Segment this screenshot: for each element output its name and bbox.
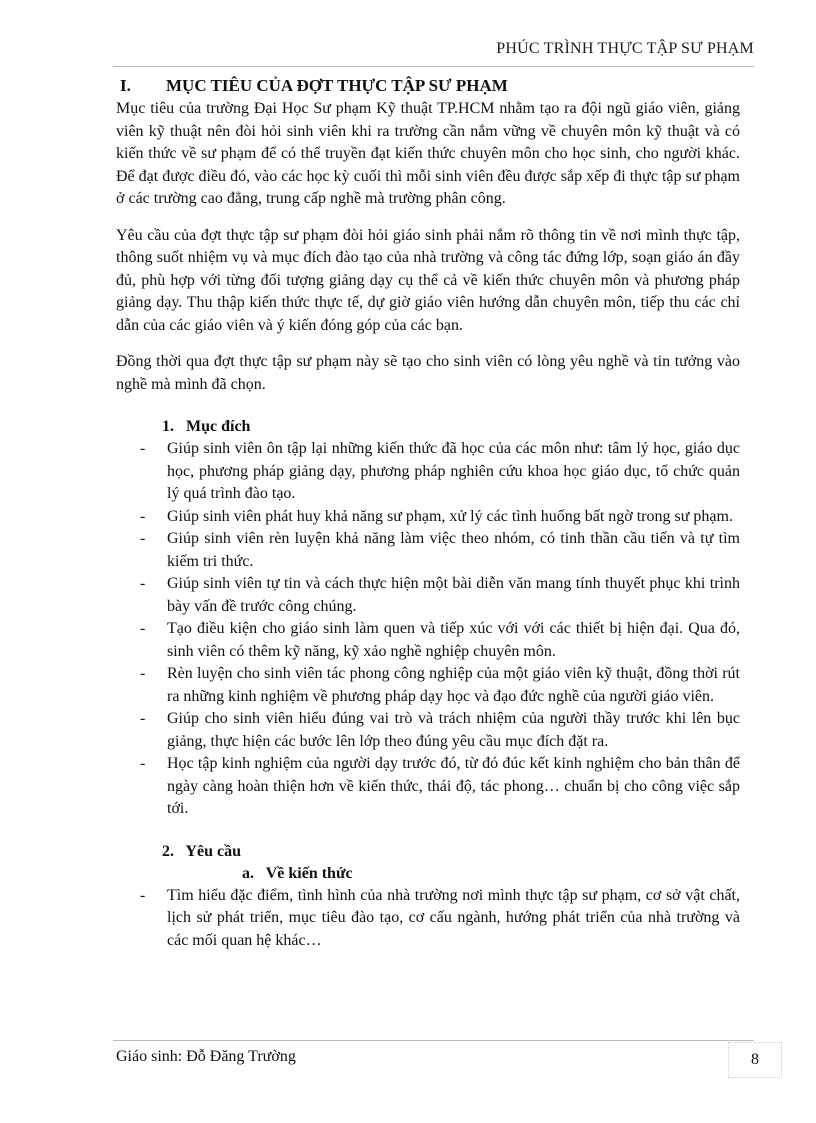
list-item-text: Giúp sinh viên ôn tập lại những kiến thức đã học của các môn như: tâm lý học, giáo dục học, phương pháp giảng dạy, phương pháp nghiên cứu khoa học giáo dục, tổ chức quản lý quá trình đào tạo. xyxy=(167,440,740,502)
page-content xyxy=(116,76,740,952)
list-item-text: Tìm hiểu đặc điểm, tình hình của nhà trường nơi mình thực tập sư phạm, cơ sở vật chất, lịch sử phát triển, mục tiêu đào tạo, cơ cấu ngành, hướng phát triển của nhà trường và các mối quan hệ khác… xyxy=(167,886,740,949)
purpose-heading xyxy=(162,416,740,438)
list-item xyxy=(116,753,740,821)
list-item xyxy=(116,663,740,708)
paragraph: Đồng thời qua đợt thực tập sư phạm này sẽ tạo cho sinh viên có lòng yêu nghề và tin tưởng vào nghề mà mình đã chọn. xyxy=(116,353,740,393)
requirements-title: Yêu cầu xyxy=(185,842,241,860)
list-item-text: Giúp sinh viên phát huy khả năng sư phạm, xử lý các tình huống bất ngờ trong sư phạm. xyxy=(167,507,733,525)
list-item-text: Giúp sinh viên tự tin và cách thực hiện một bài diễn văn mang tính thuyết phục khi trình bày vấn đề trước công chúng. xyxy=(167,575,740,615)
footer-divider xyxy=(113,1040,754,1041)
dash-bullet: - xyxy=(140,440,146,457)
dash-bullet: - xyxy=(140,886,146,904)
list-item-text: Giúp sinh viên rèn luyện khả năng làm việc theo nhóm, có tinh thần cầu tiến và tự tìm kiếm tri thức. xyxy=(167,530,740,570)
dash-bullet: - xyxy=(140,710,146,727)
list-item-text: Giúp cho sinh viên hiểu đúng vai trò và trách nhiệm của người thầy trước khi lên bục giảng, thực hiện các bước lên lớp theo đúng yêu cầu mục đích đặt ra. xyxy=(167,710,740,750)
paragraph: Mục tiêu của trường Đại Học Sư phạm Kỹ thuật TP.HCM nhằm tạo ra đội ngũ giáo viên, giảng viên kỹ thuật nên đòi hỏi sinh viên khi ra trường cần nắm vững về chuyên môn kỹ thuật và có kiến thức về sư phạm để có thể truyền đạt kiến thức chuyên môn cho học sinh, cho người khác. Để đạt được điều đó, vào các học kỳ cuối thì mỗi sinh viên đều được sắp xếp đi thực tập sư phạm ở các trường cao đẳng, trung cấp nghề mà trường phân công. xyxy=(116,100,740,207)
purpose-title: Mục đích xyxy=(186,418,251,435)
list-item xyxy=(116,708,740,753)
purpose-list xyxy=(116,438,740,821)
section-heading xyxy=(120,76,740,96)
dash-bullet: - xyxy=(140,575,146,592)
dash-bullet: - xyxy=(140,530,146,547)
running-header: PHÚC TRÌNH THỰC TẬP SƯ PHẠM xyxy=(496,40,754,57)
dash-bullet: - xyxy=(140,620,146,637)
list-item xyxy=(116,618,740,663)
dash-bullet: - xyxy=(140,755,146,772)
section-title: MỤC TIÊU CỦA ĐỢT THỰC TẬP SƯ PHẠM xyxy=(166,76,508,95)
requirements-number: 2. xyxy=(162,842,174,860)
knowledge-title: Về kiến thức xyxy=(265,864,353,882)
knowledge-number: a. xyxy=(242,864,254,882)
header-divider xyxy=(113,66,754,67)
list-item xyxy=(116,506,740,529)
list-item-text: Rèn luyện cho sinh viên tác phong công nghiệp của một giáo viên kỹ thuật, đồng thời rút ra những kinh nghiệm về phương pháp dạy học và đạo đức nghề của người giáo viên. xyxy=(167,665,740,705)
dash-bullet: - xyxy=(140,507,146,525)
footer-author: Giáo sinh: Đỗ Đăng Trường xyxy=(116,1048,296,1065)
paragraph: Yêu cầu của đợt thực tập sư phạm đòi hỏi giáo sinh phải nắm rõ thông tin về nơi mình thực tập, thông suốt nhiệm vụ và mục đích đào tạo của nhà trường và công tác đứng lớp, soạn giáo án đầy đủ, phù hợp với từng đối tượng giảng dạy cụ thể cả về kiến thức chuyên môn và phương pháp giảng dạy. Thu thập kiến thức thực tế, dự giờ giáo viên hướng dẫn chuyên môn, tiếp thu các chỉ dẫn của các giáo viên và ý kiến đóng góp của các bạn. xyxy=(116,226,740,334)
requirements-heading xyxy=(162,841,740,863)
list-item-text: Tạo điều kiện cho giáo sinh làm quen và tiếp xúc với với các thiết bị hiện đại. Qua đó, sinh viên có thêm kỹ năng, kỹ xảo nghề nghiệp chuyên môn. xyxy=(167,620,740,660)
list-item xyxy=(116,528,740,573)
dash-bullet: - xyxy=(140,665,146,682)
page-number: 8 xyxy=(728,1042,782,1078)
knowledge-list xyxy=(116,885,740,953)
section-number: I. xyxy=(120,76,131,95)
knowledge-heading xyxy=(242,863,740,885)
purpose-number: 1. xyxy=(162,418,174,435)
list-item xyxy=(116,573,740,618)
list-item xyxy=(116,885,740,953)
list-item xyxy=(116,438,740,506)
list-item-text: Học tập kinh nghiệm của người dạy trước đó, từ đó đúc kết kinh nghiệm cho bản thân để ngày càng hoàn thiện hơn về kiến thức, thái độ, tác phong… chuẩn bị cho công việc sắp tới. xyxy=(167,755,740,817)
